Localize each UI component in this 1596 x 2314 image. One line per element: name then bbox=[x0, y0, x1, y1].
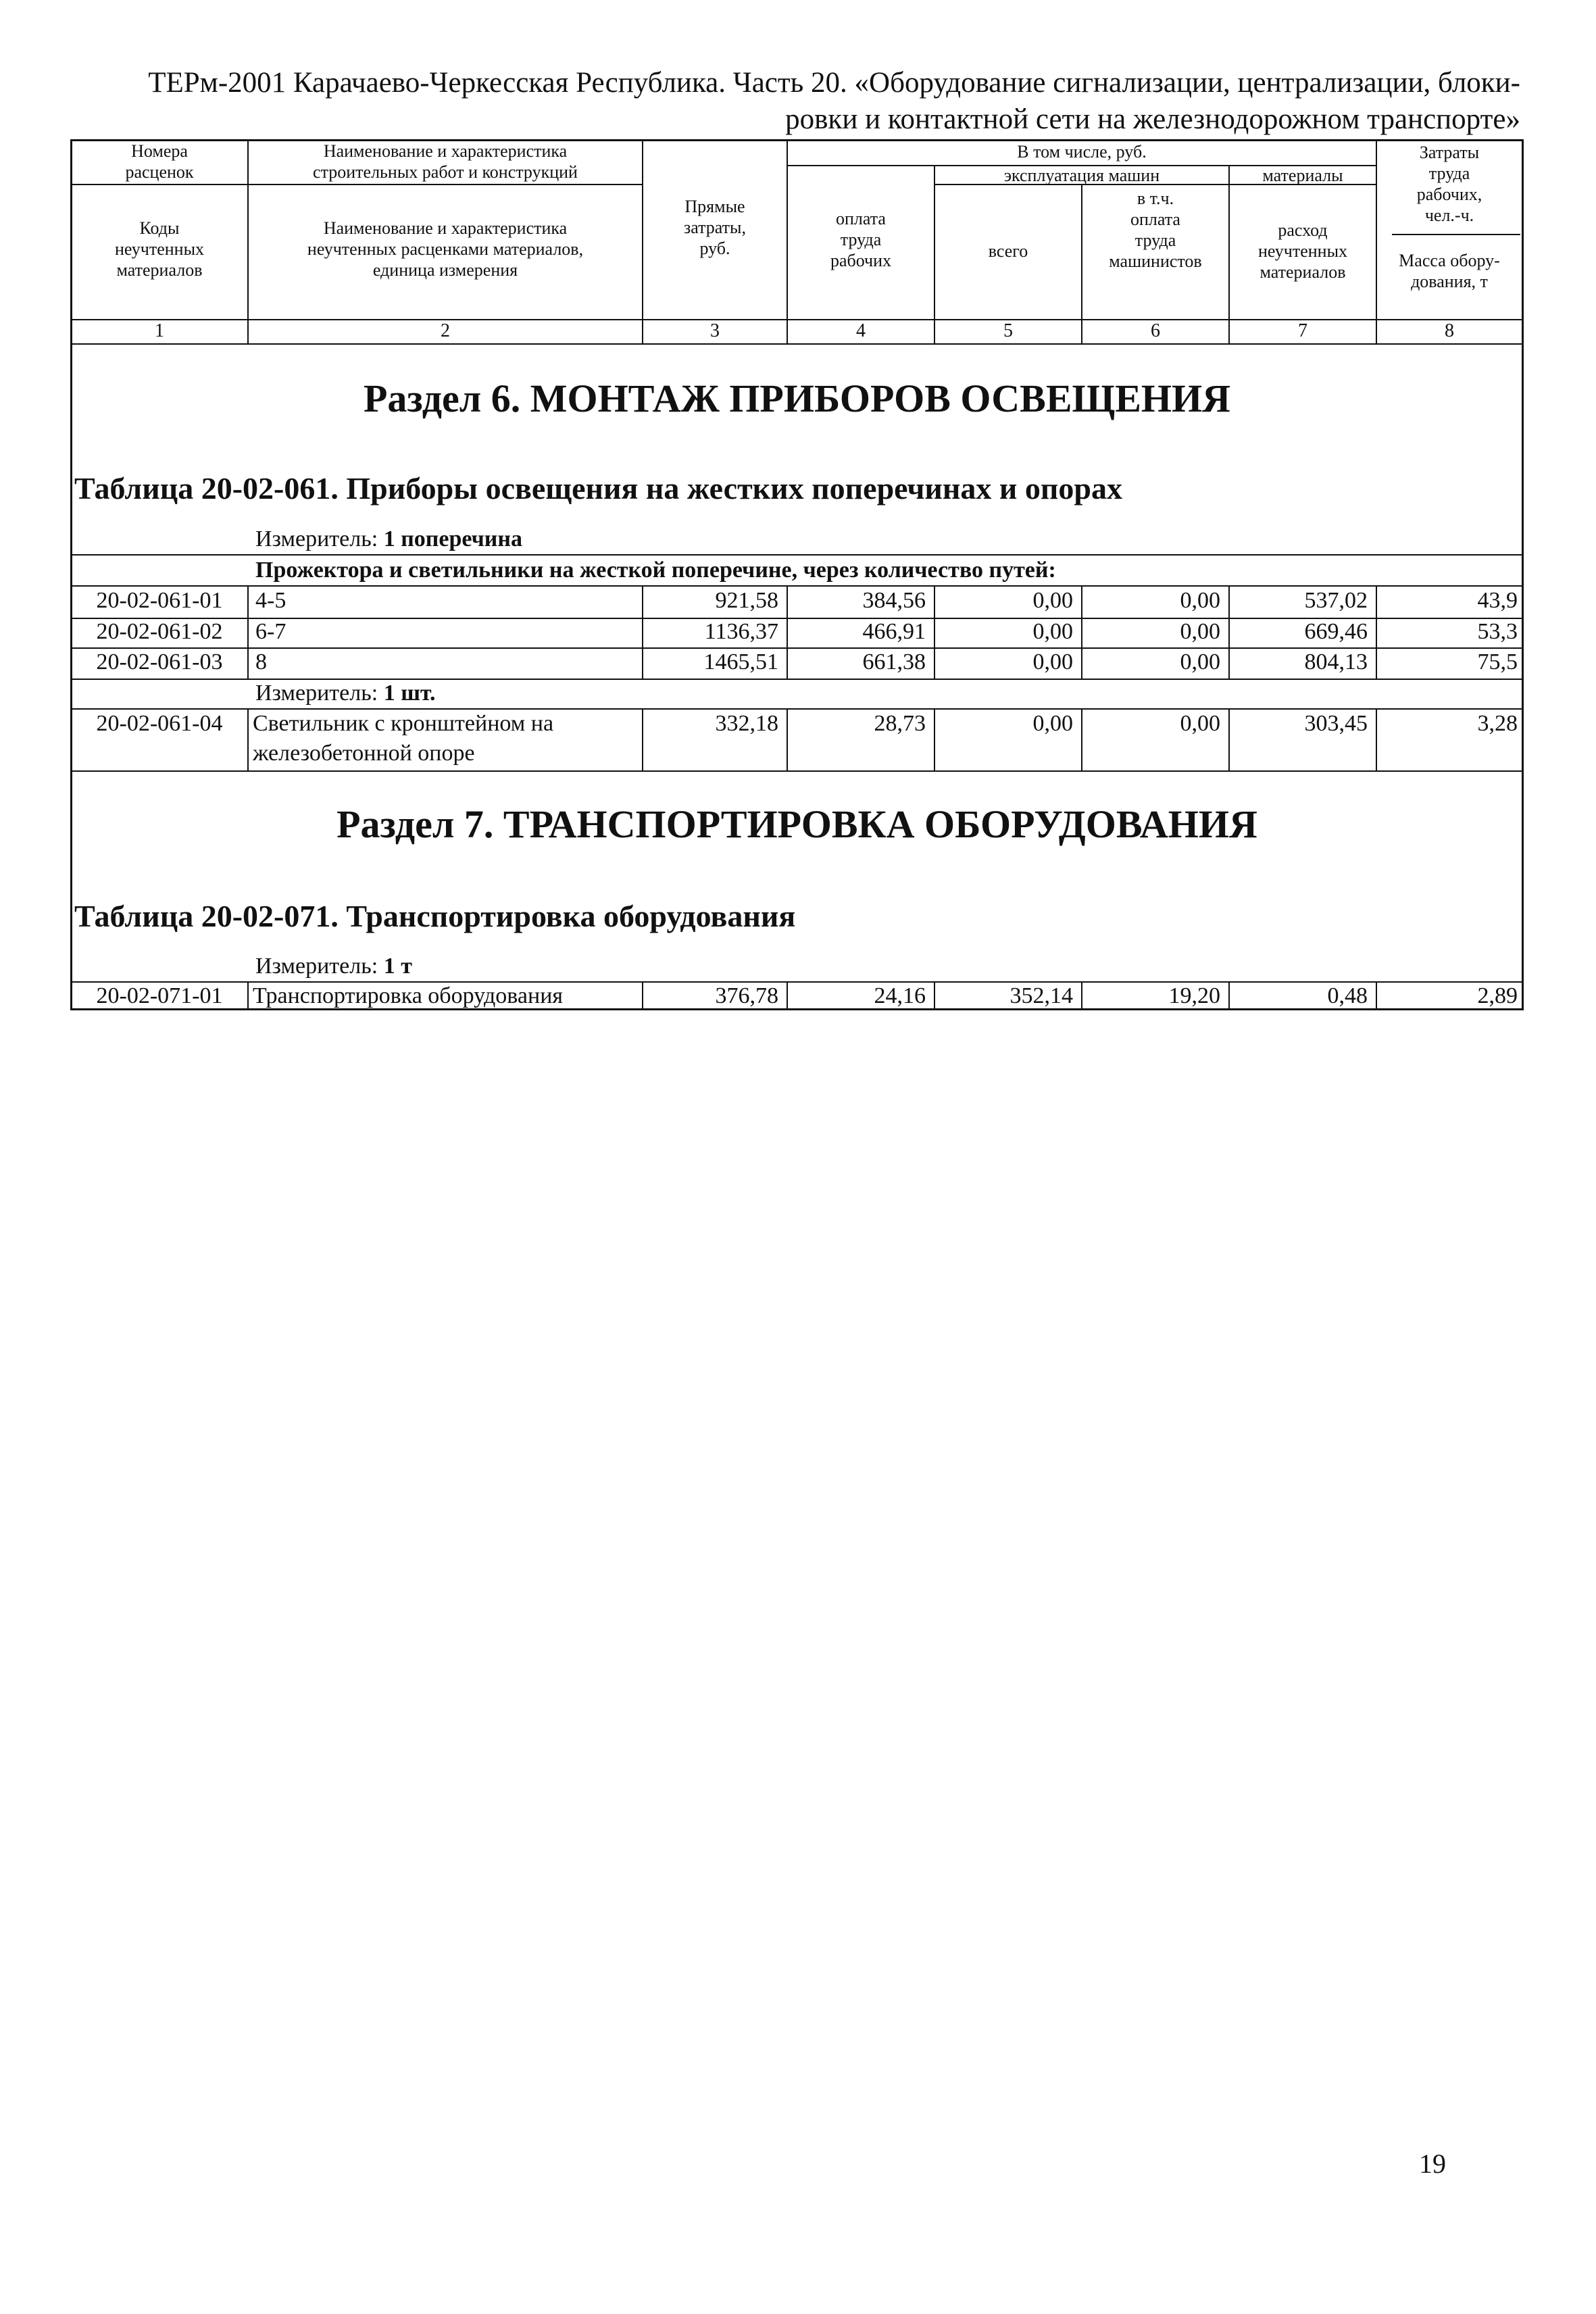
rate-name: 8 bbox=[255, 649, 267, 674]
rate-name: 6-7 bbox=[255, 619, 286, 644]
col1-header-bottom: Коды неучтенных материалов bbox=[114, 218, 205, 280]
direct-costs: 332,18 bbox=[715, 711, 778, 736]
grid-line bbox=[247, 585, 249, 679]
labor-wages: 24,16 bbox=[874, 983, 926, 1008]
machinists-wages: 0,00 bbox=[1180, 649, 1220, 674]
labor-hours: 53,3 bbox=[1477, 619, 1518, 644]
direct-costs: 921,58 bbox=[715, 588, 778, 613]
labor-wages: 28,73 bbox=[874, 711, 926, 736]
column-index: 4 bbox=[856, 320, 866, 341]
rate-code: 20-02-061-02 bbox=[96, 619, 223, 644]
document-header bbox=[101, 65, 1520, 138]
labor-hours: 3,28 bbox=[1477, 711, 1518, 736]
in-total-header: В том числе, руб. bbox=[1017, 142, 1147, 162]
machines-total: 0,00 bbox=[1032, 649, 1073, 674]
materials: 303,45 bbox=[1304, 711, 1368, 736]
col8-header-top: Затраты труда рабочих, чел.-ч. bbox=[1416, 143, 1482, 225]
grid-line bbox=[70, 184, 247, 185]
column-index: 3 bbox=[710, 320, 720, 341]
machines-total: 0,00 bbox=[1032, 588, 1073, 613]
col8-header-bottom: Масса обору- дования, т bbox=[1399, 251, 1500, 291]
rate-code: 20-02-061-01 bbox=[96, 588, 223, 613]
direct-costs: 376,78 bbox=[715, 983, 778, 1008]
measure-unit: Измеритель: 1 поперечина bbox=[255, 526, 522, 551]
grid-line bbox=[70, 554, 1524, 556]
table-20-02-071-title: Таблица 20-02-071. Транспортировка оборудования bbox=[74, 899, 796, 933]
col2-header-bottom: Наименование и характеристика неучтенных расценками материалов, единица измерения bbox=[307, 218, 584, 280]
direct-costs: 1465,51 bbox=[703, 649, 778, 674]
labor-wages: 384,56 bbox=[862, 588, 926, 613]
group-title: Прожектора и светильники на жесткой поперечине, через количество путей: bbox=[255, 558, 1056, 583]
section-7-title: Раздел 7. ТРАНСПОРТИРОВКА ОБОРУДОВАНИЯ bbox=[336, 802, 1257, 846]
col6-header: в т.ч. оплата труда машинистов bbox=[1109, 189, 1202, 271]
labor-hours: 43,9 bbox=[1477, 588, 1518, 613]
measure-unit: Измеритель: 1 шт. bbox=[255, 681, 436, 706]
machines-total: 352,14 bbox=[1009, 983, 1073, 1008]
direct-costs: 1136,37 bbox=[704, 619, 778, 644]
labor-wages: 661,38 bbox=[862, 649, 926, 674]
document-header-line1: ТЕРм-2001 Карачаево-Черкесская Республика. Часть 20. «Оборудование сигнализации, централизации, блоки- bbox=[148, 67, 1520, 99]
machines-header: эксплуатация машин bbox=[1003, 166, 1160, 185]
rate-code: 20-02-061-04 bbox=[96, 711, 223, 736]
labor-wages: 466,91 bbox=[862, 619, 926, 644]
machinists-wages: 0,00 bbox=[1180, 588, 1220, 613]
table-20-02-061-title: Таблица 20-02-061. Приборы освещения на жестких поперечинах и опорах bbox=[74, 471, 1122, 506]
grid-line bbox=[1392, 234, 1520, 235]
machinists-wages: 0,00 bbox=[1180, 711, 1220, 736]
column-index: 2 bbox=[441, 320, 450, 341]
machinists-wages: 0,00 bbox=[1180, 619, 1220, 644]
column-index: 5 bbox=[1003, 320, 1013, 341]
rate-name: 4-5 bbox=[255, 588, 286, 613]
labor-hours: 75,5 bbox=[1477, 649, 1518, 674]
document-header-line2: ровки и контактной сети на железнодорожном транспорте» bbox=[785, 103, 1520, 135]
grid-line bbox=[247, 981, 249, 1010]
col3-header: Прямые затраты, руб. bbox=[683, 197, 746, 258]
col4-header: оплата труда рабочих bbox=[830, 209, 892, 270]
column-index: 8 bbox=[1445, 320, 1454, 341]
grid-line bbox=[247, 708, 249, 770]
machines-total: 0,00 bbox=[1032, 711, 1073, 736]
rate-name-line1: Светильник с кронштейном на bbox=[253, 711, 554, 736]
grid-line bbox=[70, 770, 1524, 772]
column-index: 6 bbox=[1151, 320, 1160, 341]
labor-hours: 2,89 bbox=[1477, 983, 1518, 1008]
rate-name-line2: железобетонной опоре bbox=[253, 741, 475, 766]
col2-header-top: Наименование и характеристика строительных работ и конструкций bbox=[313, 141, 578, 182]
grid-line bbox=[70, 343, 1524, 345]
section-6-title: Раздел 6. МОНТАЖ ПРИБОРОВ ОСВЕЩЕНИЯ bbox=[364, 376, 1230, 420]
rate-code: 20-02-061-03 bbox=[96, 649, 223, 674]
page-number: 19 bbox=[1419, 2148, 1446, 2179]
materials: 0,48 bbox=[1327, 983, 1368, 1008]
col7-header: расход неучтенных материалов bbox=[1257, 220, 1348, 282]
column-index: 1 bbox=[155, 320, 164, 341]
materials: 804,13 bbox=[1304, 649, 1368, 674]
rate-code: 20-02-071-01 bbox=[96, 983, 223, 1008]
col1-header-top: Номера расценок bbox=[125, 141, 194, 182]
materials: 669,46 bbox=[1304, 619, 1368, 644]
materials-header: материалы bbox=[1262, 166, 1343, 185]
measure-unit: Измеритель: 1 т bbox=[255, 954, 412, 979]
rate-name: Транспортировка оборудования bbox=[253, 983, 564, 1008]
materials: 537,02 bbox=[1304, 588, 1368, 613]
machines-total: 0,00 bbox=[1032, 619, 1073, 644]
column-index: 7 bbox=[1298, 320, 1307, 341]
machinists-wages: 19,20 bbox=[1168, 983, 1220, 1008]
grid-line bbox=[247, 184, 642, 185]
col5-header: всего bbox=[988, 241, 1028, 261]
